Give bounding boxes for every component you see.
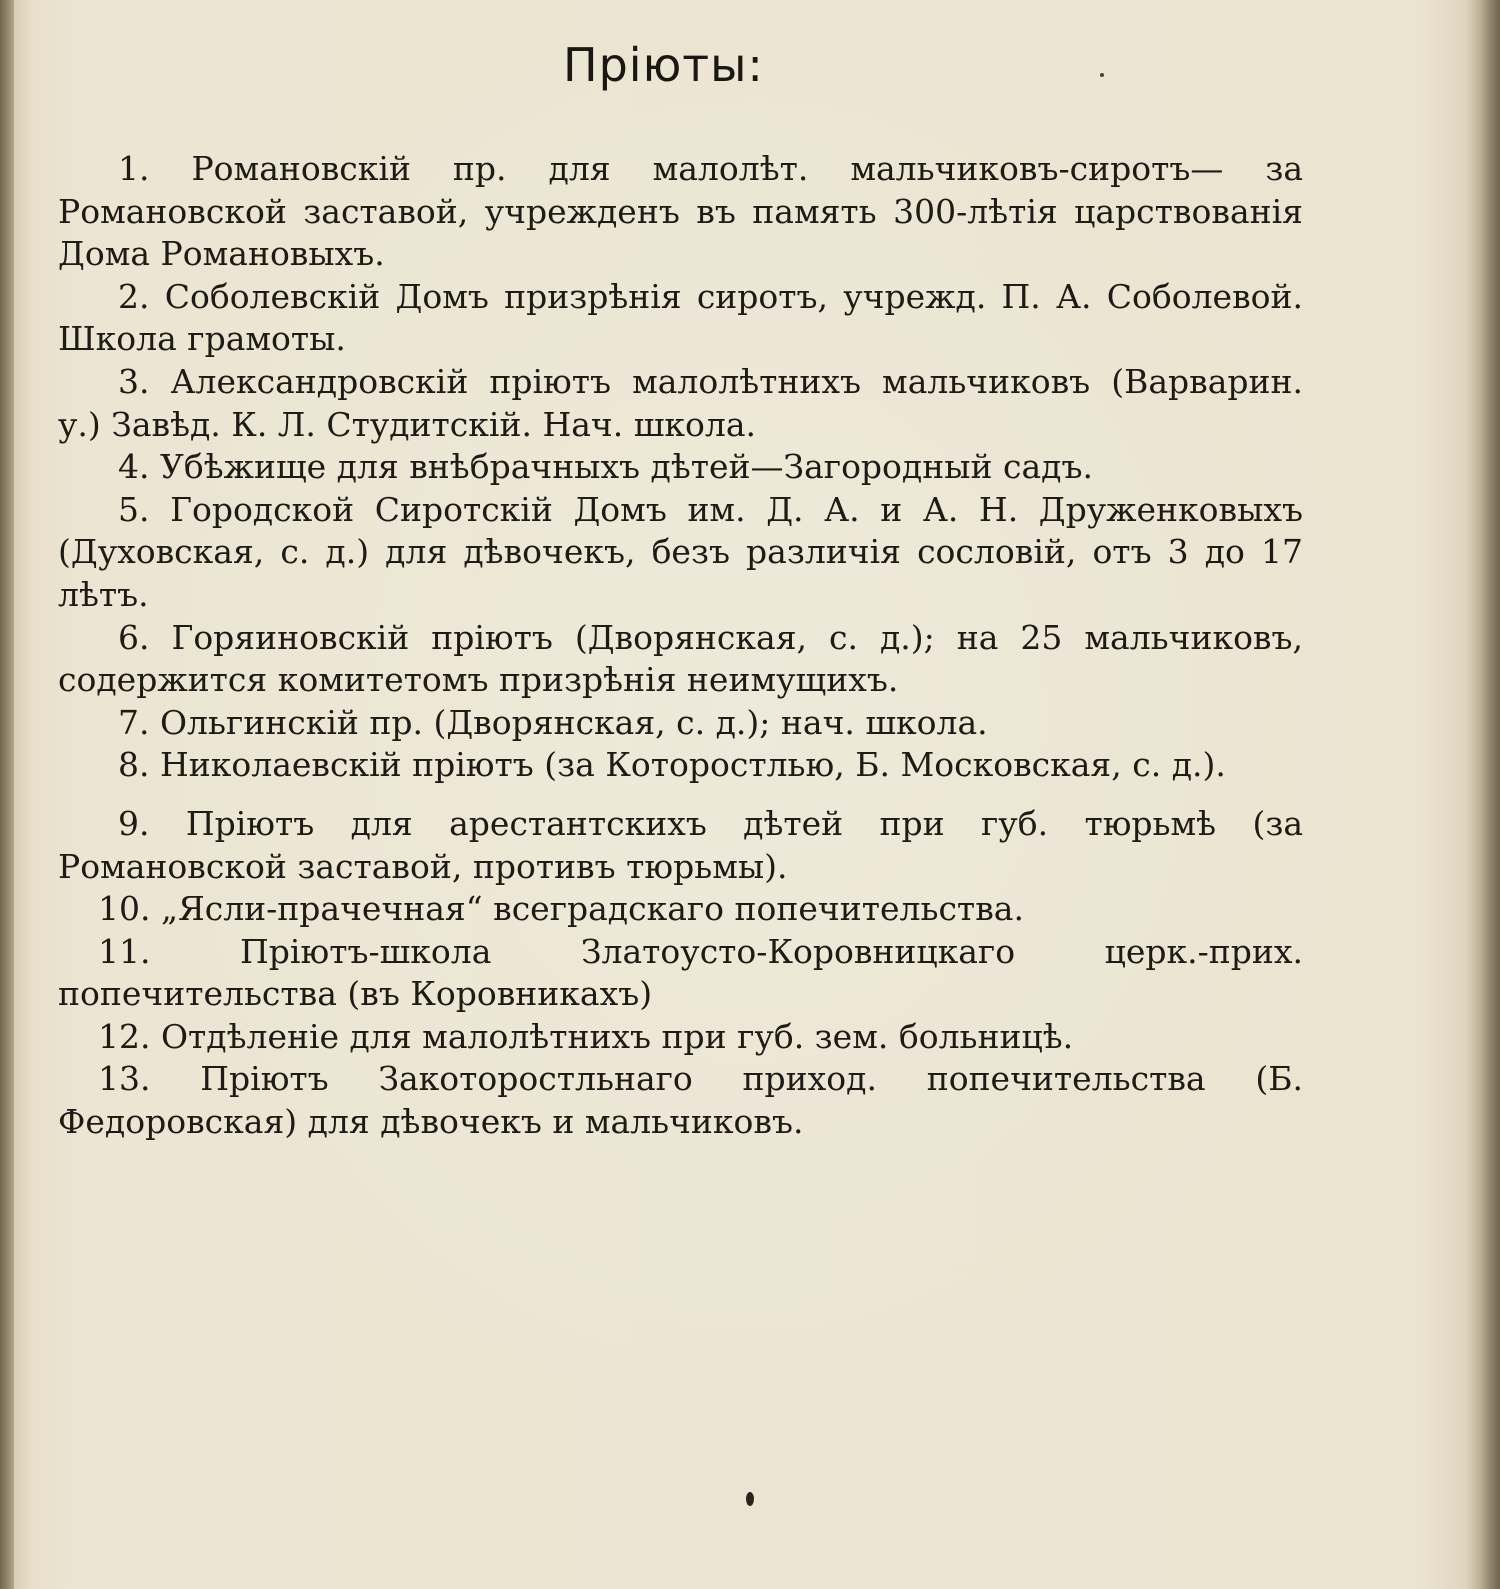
page-gutter — [0, 0, 14, 1589]
ink-dot-ornament — [746, 1492, 754, 1506]
list-item: 6. Горяиновскій пріютъ (Дворянская, с. д.); на 25 мальчиковъ, содержится комитетомъ призрѣнія неимущихъ. — [58, 617, 1303, 700]
list-item: 11. Пріютъ-школа Златоусто-Коровницкаго церк.-прих. попечительства (въ Коровникахъ) — [58, 931, 1303, 1014]
page-title: Пріюты: — [563, 38, 764, 92]
list-item: 9. Пріютъ для арестантскихъ дѣтей при губ. тюрьмѣ (за Романовской заставой, противъ тюрьмы). — [58, 803, 1303, 886]
list-item: 8. Николаевскій пріютъ (за Которостлью, Б. Московская, с. д.). — [118, 745, 1226, 785]
list-item: 7. Ольгинскій пр. (Дворянская, с. д.); нач. школа. — [118, 702, 988, 742]
paper-speck — [1100, 73, 1104, 77]
list-item: 10. „Ясли-прачечная“ всеградскаго попечительства. — [98, 889, 1024, 929]
shelters-list — [58, 148, 1303, 1144]
list-item: 4. Убѣжище для внѣбрачныхъ дѣтей—Загородный садъ. — [118, 447, 1093, 487]
page-edge-shadow — [1480, 0, 1500, 1589]
list-item: 2. Соболевскій Домъ призрѣнія сиротъ, учрежд. П. А. Соболевой. Школа грамоты. — [58, 276, 1303, 359]
list-item: 1. Романовскій пр. для малолѣт. мальчиковъ-сиротъ— за Романовской заставой, учрежденъ въ память 300-лѣтія царствованія Дома Романовыхъ. — [58, 149, 1303, 274]
list-item: 5. Городской Сиротскій Домъ им. Д. А. и А. Н. Друженковыхъ (Духовская, с. д.) для дѣвочекъ, безъ различія сословій, отъ 3 до 17 лѣтъ. — [58, 489, 1303, 614]
list-item: 3. Александровскій пріютъ малолѣтнихъ мальчиковъ (Варварин. у.) Завѣд. К. Л. Студитскій. Нач. школа. — [58, 361, 1303, 444]
list-item: 13. Пріютъ Закоторостльнаго приход. попечительства (Б. Федоровская) для дѣвочекъ и мальчиковъ. — [58, 1059, 1303, 1142]
list-item: 12. Отдѣленіе для малолѣтнихъ при губ. зем. больницѣ. — [98, 1016, 1074, 1056]
